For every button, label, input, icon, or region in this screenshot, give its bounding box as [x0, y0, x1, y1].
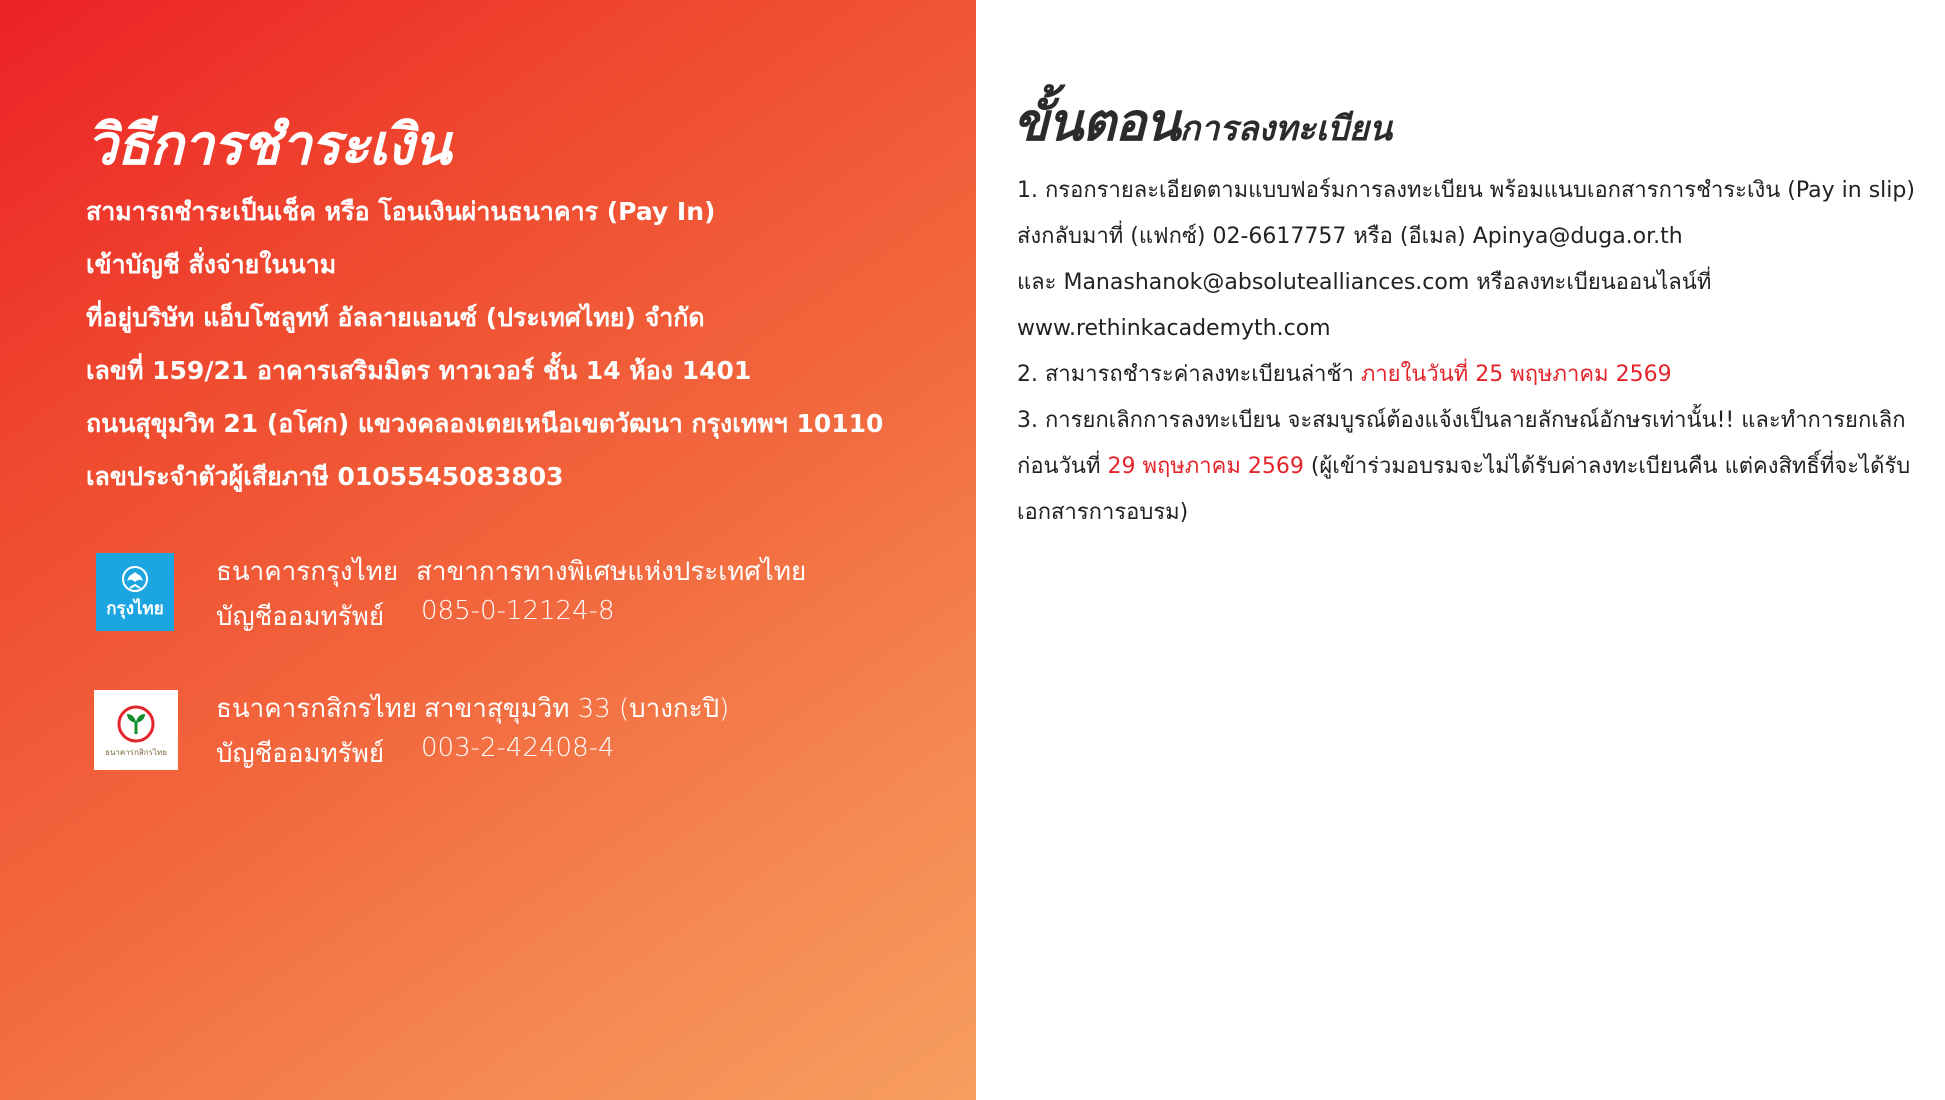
step3-date: 29 พฤษภาคม 2569 [1107, 454, 1304, 479]
payee-line: เข้าบัญชี สั่งจ่ายในนาม [86, 250, 337, 279]
step2-text: 2. สามารถชำระค่าลงทะเบียนล่าช้า [1017, 362, 1361, 387]
bank-name: ธนาคารกสิกรไทย [216, 694, 417, 724]
account-number: 085-0-12124-8 [421, 596, 615, 626]
tax-id-line: เลขประจำตัวผู้เสียภาษี 0105545083803 [86, 462, 564, 491]
account-type: บัญชีออมทรัพย์ [216, 602, 385, 632]
step3-final-line: เอกสารการอบรม) [1017, 500, 1189, 525]
step3-prefix: ก่อนวันที่ [1017, 454, 1108, 479]
registration-steps [1017, 168, 1927, 536]
registration-title [1013, 80, 1392, 163]
krungthai-bird-icon [118, 566, 152, 596]
step1-line: 1. กรอกรายละเอียดตามแบบฟอร์มการลงทะเบียน พร้อมแนบเอกสารการชำระเงิน (Pay in slip) [1017, 178, 1915, 203]
kasikorn-logo [94, 690, 178, 770]
payment-details [86, 192, 883, 510]
step3-suffix: (ผู้เข้าร่วมอบรมจะไม่ได้รับค่าลงทะเบียนคืน แต่คงสิทธิ์ที่จะได้รับ [1303, 454, 1911, 479]
payment-title: วิธีการชำระเงิน [86, 113, 451, 178]
step1-email-line: และ Manashanok@absolutealliances.com หรือลงทะเบียนออนไลน์ที่ [1017, 270, 1712, 295]
bank-name-row [216, 688, 730, 729]
step1-contact-line: ส่งกลับมาที่ (แฟกซ์) 02-6617757 หรือ (อีเมล) Apinya@duga.or.th [1017, 224, 1683, 249]
step3-date-line [1017, 444, 1927, 490]
account-type: บัญชีออมทรัพย์ [216, 739, 385, 769]
account-row [216, 733, 615, 774]
building-address-line: เลขที่ 159/21 อาคารเสริมมิตร ทาวเวอร์ ชั้น 14 ห้อง 1401 [86, 356, 752, 385]
krungthai-logo [96, 553, 174, 631]
bank-branch: สาขาสุขุมวิท 33 (บางกะปิ) [424, 694, 730, 724]
company-address-line: ที่อยู่บริษัท แอ็บโซลูทท์ อัลลายแอนซ์ (ประเทศไทย) จำกัด [86, 303, 705, 332]
registration-website[interactable]: www.rethinkacademyth.com [1017, 316, 1331, 341]
bank-krungthai [94, 551, 954, 641]
bank-name: ธนาคารกรุงไทย [216, 557, 399, 587]
bank-kasikorn [94, 688, 954, 778]
registration-title-small: การลงทะเบียน [1179, 109, 1393, 149]
kasikorn-logo-text: ธนาคารกสิกรไทย [105, 747, 167, 757]
krungthai-logo-text: กรุงไทย [106, 599, 164, 619]
step2-line [1017, 352, 1927, 398]
kasikorn-leaf-icon [116, 704, 156, 744]
step3-line: 3. การยกเลิกการลงทะเบียน จะสมบูรณ์ต้องแจ้งเป็นลายลักษณ์อักษรเท่านั้น!! และทำการยกเลิก [1017, 408, 1906, 433]
registration-title-big: ขั้นตอน [1013, 93, 1180, 153]
bank-branch: สาขาการทางพิเศษแห่งประเทศไทย [416, 557, 807, 587]
payment-method-line: สามารถชำระเป็นเช็ค หรือ โอนเงินผ่านธนาคาร (Pay In) [86, 197, 716, 226]
account-number: 003-2-42408-4 [421, 733, 615, 763]
bank-name-row [216, 551, 807, 592]
street-address-line: ถนนสุขุมวิท 21 (อโศก) แขวงคลองเตยเหนือเขตวัฒนา กรุงเทพฯ 10110 [86, 409, 884, 438]
step2-deadline: ภายในวันที่ 25 พฤษภาคม 2569 [1360, 362, 1672, 387]
account-row [216, 596, 615, 637]
